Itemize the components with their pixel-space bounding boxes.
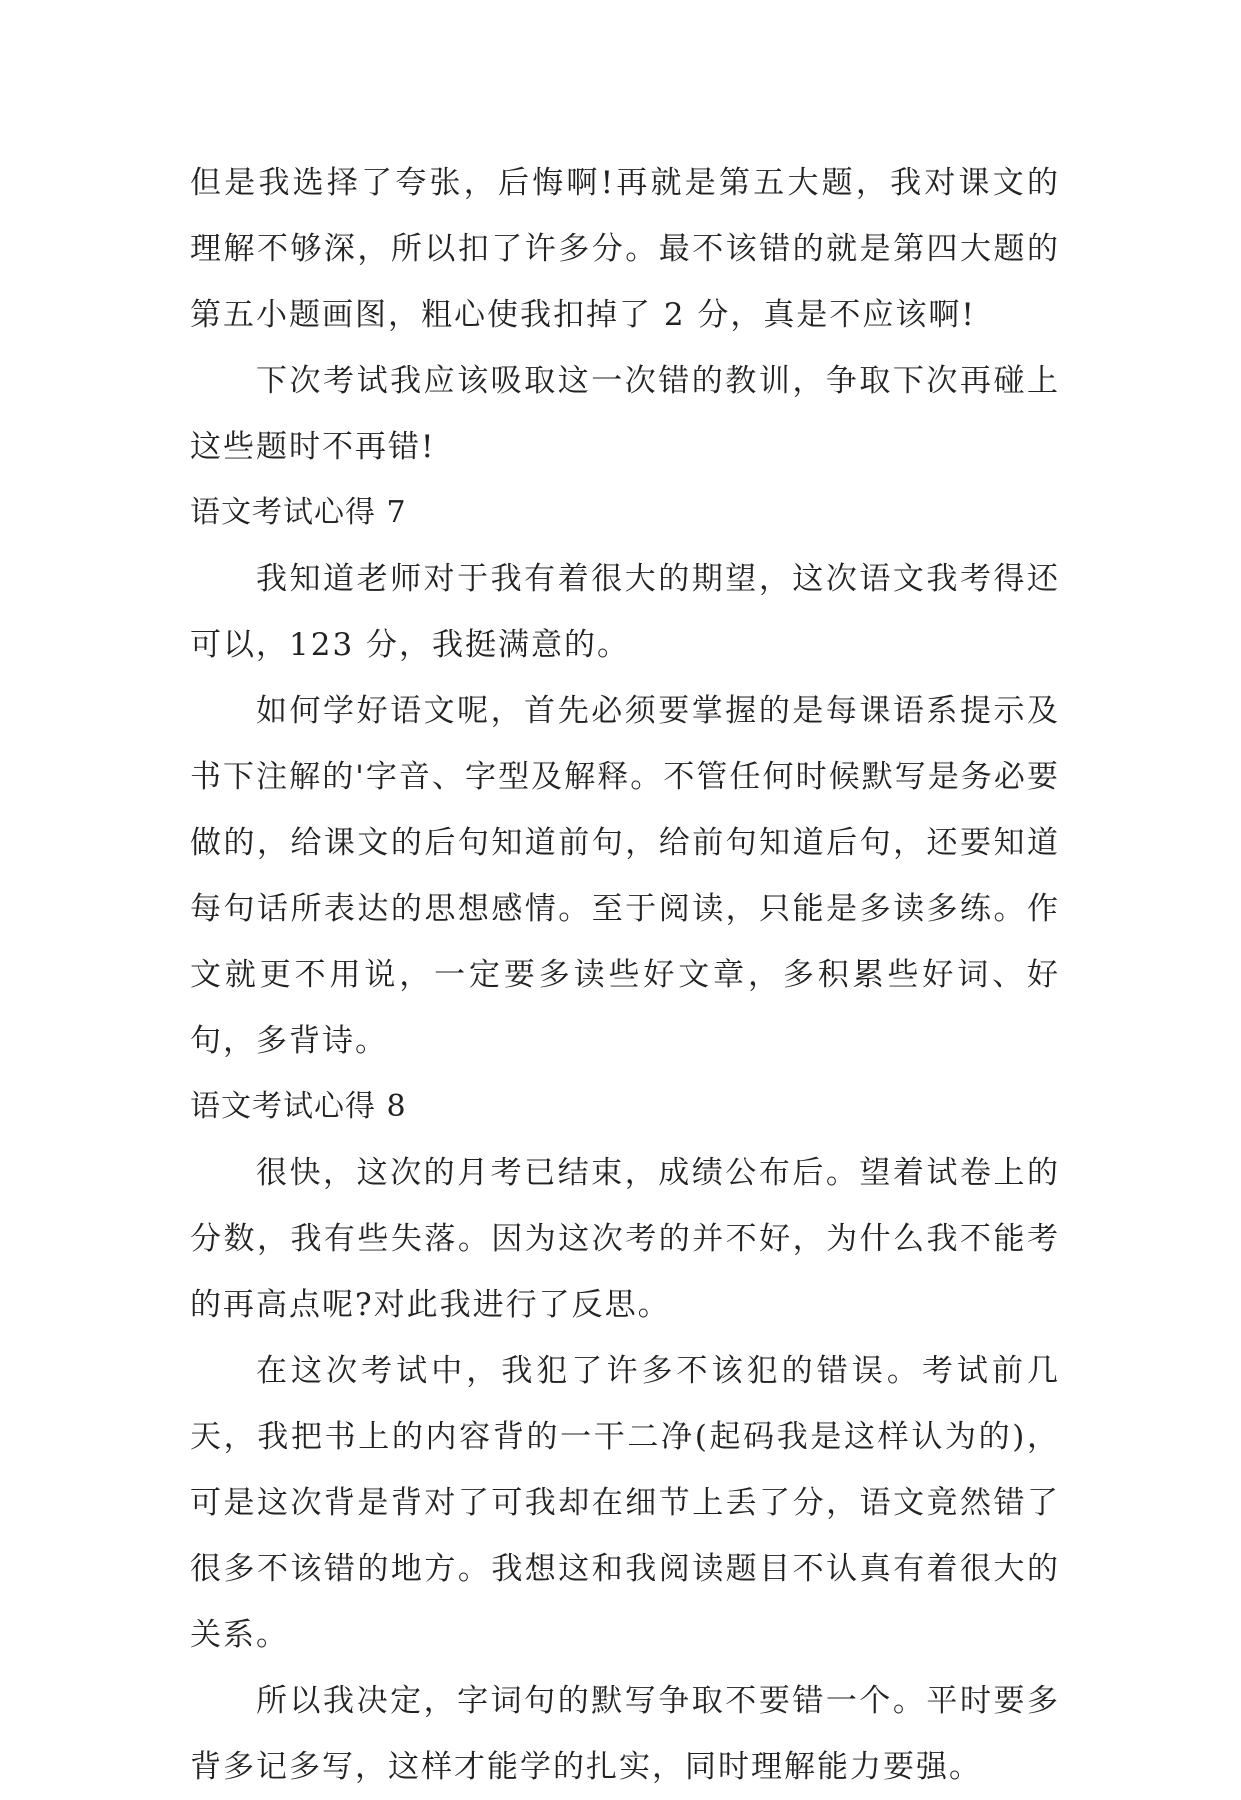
document-body bbox=[190, 150, 1060, 1800]
paragraph: 我知道老师对于我有着很大的期望，这次语文我考得还可以，123 分，我挺满意的。 bbox=[190, 561, 1060, 663]
paragraph: 如何学好语文呢，首先必须要掌握的是每课语系提示及书下注解的'字音、字型及解释。不管任何时候默写是务必要做的，给课文的后句知道前句，给前句知道后句，还要知道每句话所表达的思想感情。至于阅读，只能是多读多练。作文就更不用说，一定要多读些好文章，多积累些好词、好句，多背诗。 bbox=[190, 693, 1060, 1059]
paragraph: 很快，这次的月考已结束，成绩公布后。望着试卷上的分数，我有些失落。因为这次考的并不好，为什么我不能考的再高点呢?对此我进行了反思。 bbox=[190, 1155, 1060, 1323]
section-heading: 语文考试心得 7 bbox=[190, 495, 407, 530]
paragraph: 所以我决定，字词句的默写争取不要错一个。平时要多背多记多写，这样才能学的扎实，同时理解能力要强。 bbox=[190, 1683, 1060, 1785]
paragraph: 在这次考试中，我犯了许多不该犯的错误。考试前几天，我把书上的内容背的一干二净(起码我是这样认为的)，可是这次背是背对了可我却在细节上丢了分，语文竟然错了很多不该错的地方。我想这和我阅读题目不认真有着很大的关系。 bbox=[190, 1353, 1060, 1653]
section-heading: 语文考试心得 8 bbox=[190, 1089, 407, 1124]
paragraph: 但是我选择了夸张，后悔啊!再就是第五大题，我对课文的理解不够深，所以扣了许多分。最不该错的就是第四大题的第五小题画图，粗心使我扣掉了 2 分，真是不应该啊! bbox=[190, 165, 1060, 333]
paragraph: 下次考试我应该吸取这一次错的教训，争取下次再碰上这些题时不再错! bbox=[190, 363, 1060, 465]
